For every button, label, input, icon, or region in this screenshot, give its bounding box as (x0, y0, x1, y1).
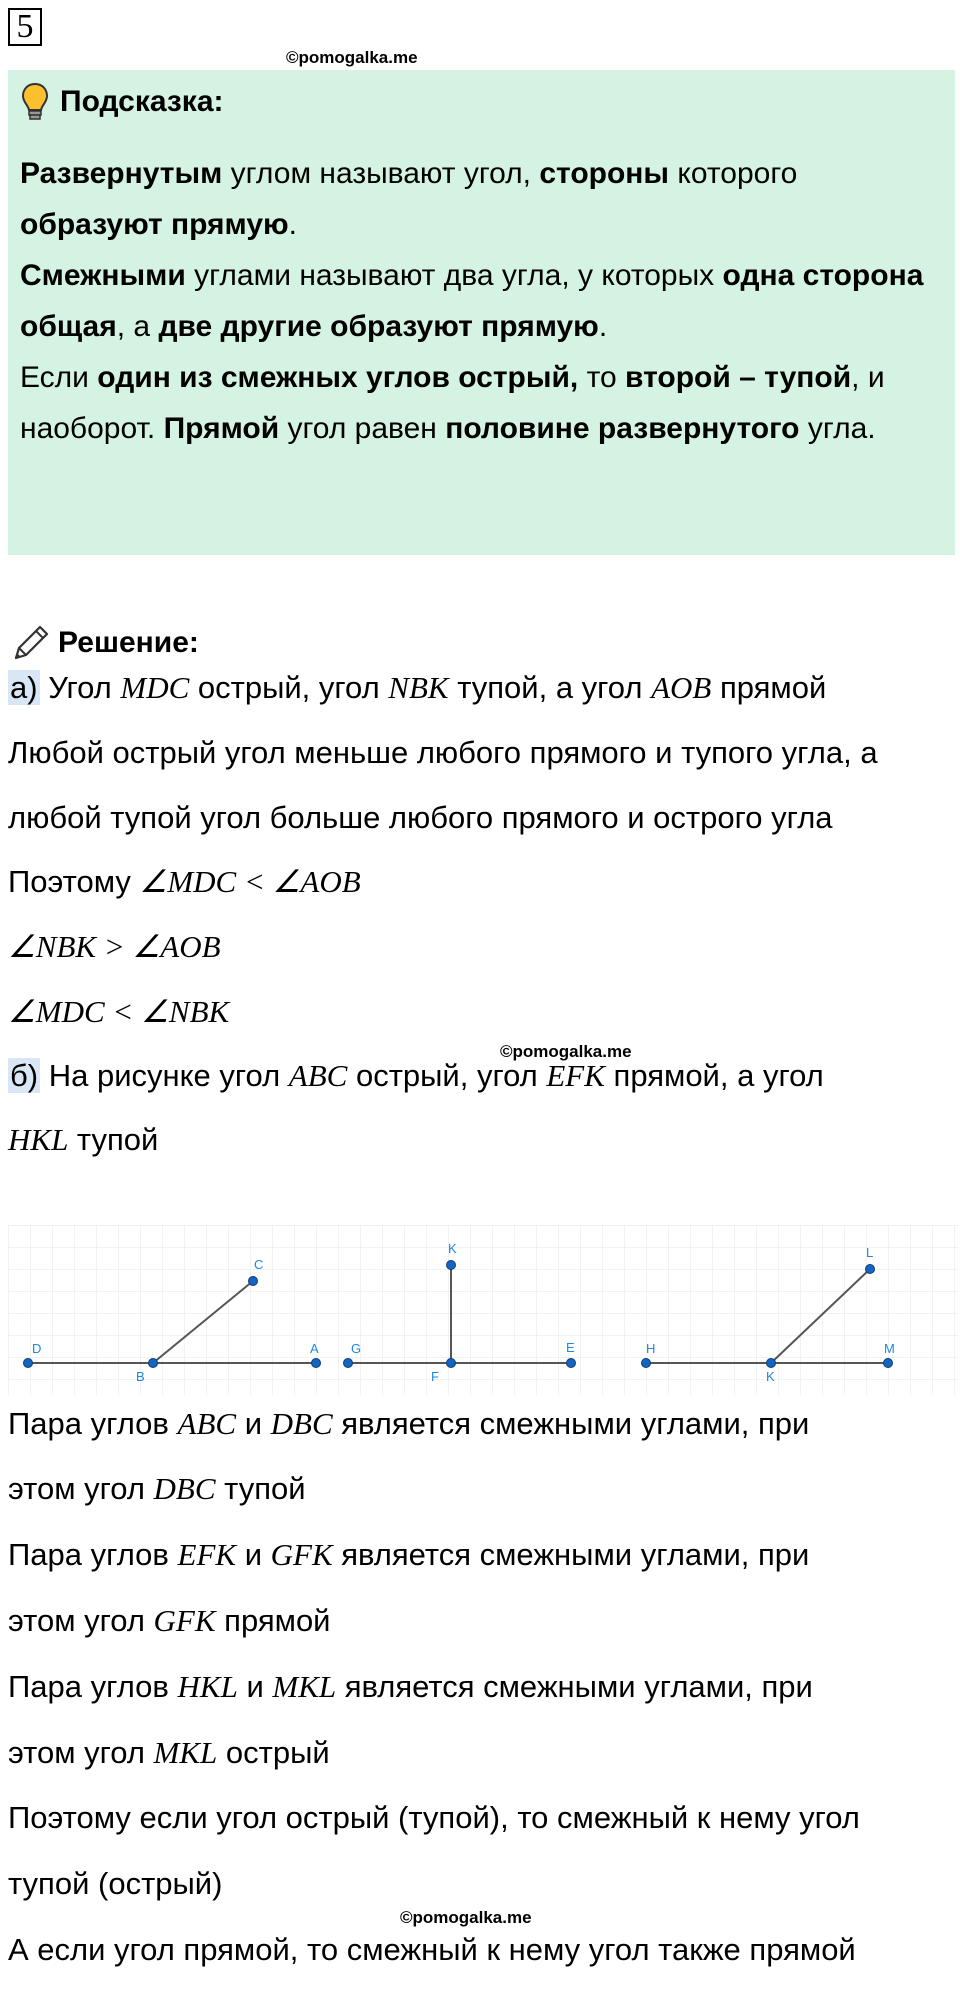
text-run: Пара углов (8, 1406, 178, 1441)
label-f: F (431, 1369, 439, 1384)
text-run: этом угол (8, 1471, 154, 1506)
math: EFK (177, 1537, 237, 1572)
conclusion-line-3: А если угол прямой, то смежный к нему угол также прямой (8, 1932, 856, 1967)
label-m: M (884, 1341, 895, 1356)
point-f (447, 1359, 456, 1368)
pair-2-line-2 (8, 1603, 331, 1639)
solution-title (10, 622, 199, 664)
hint-bold: две другие образуют прямую (158, 310, 599, 343)
hint-text-run: . (598, 310, 608, 343)
point-d (24, 1359, 33, 1368)
solution-a-line-1 (8, 670, 826, 706)
math: ABC (288, 1058, 348, 1093)
task-number: 5 (8, 8, 42, 46)
text-run: острый (217, 1735, 330, 1770)
math: DBC (270, 1406, 333, 1441)
math: GFK (270, 1537, 333, 1572)
point-c (249, 1277, 258, 1286)
label-e: E (566, 1340, 575, 1355)
hint-text-run: то (578, 361, 626, 394)
text-run: острый, угол (189, 670, 389, 705)
math: DBC (153, 1471, 216, 1506)
label-h: H (646, 1341, 656, 1356)
hint-box (8, 70, 955, 555)
pair-1-line-2 (8, 1471, 306, 1507)
hint-title (20, 82, 224, 122)
solution-a-line-2: Любой острый угол меньше любого прямого и тупого угла, а (8, 735, 878, 770)
text-run: и (237, 1669, 273, 1704)
hint-text-run: . (288, 208, 297, 241)
angles-figure (8, 1225, 958, 1395)
point-k (767, 1359, 776, 1368)
text-run: Пара углов (8, 1537, 178, 1572)
pair-2-line-1 (8, 1537, 809, 1573)
pair-3-line-1 (8, 1669, 813, 1705)
label-c: C (254, 1257, 264, 1272)
label-b: B (136, 1369, 145, 1384)
hint-bold: один из смежных углов острый, (97, 361, 579, 394)
solution-a-line-4 (8, 864, 361, 900)
hint-paragraph-1 (20, 148, 935, 250)
text-run: является смежными углами, при (332, 1406, 810, 1441)
solution-a-line-5: ∠NBK > ∠AOB (8, 929, 221, 964)
hint-bold: Смежными (20, 259, 186, 292)
text-run: На рисунке угол (40, 1058, 289, 1093)
point-a (312, 1359, 321, 1368)
solution-a-line-6: ∠MDC < ∠NBK (8, 994, 230, 1029)
text-run: Пара углов (8, 1669, 178, 1704)
pencil-icon (10, 622, 52, 664)
hint-text-run: углами называют два угла, у которых (185, 259, 723, 292)
solution-title-text: Решение: (58, 626, 199, 659)
text-run: прямой (215, 1603, 331, 1638)
text-run: и (236, 1537, 271, 1572)
hint-bold: стороны (539, 157, 670, 190)
hint-title-text: Подсказка: (60, 85, 224, 118)
conclusion-line-2: тупой (острый) (8, 1866, 223, 1901)
label-g: G (351, 1341, 362, 1356)
solution-a-line-3: любой тупой угол больше любого прямого и острого угла (8, 800, 833, 835)
math: GFK (153, 1603, 216, 1638)
label-a: A (310, 1341, 319, 1356)
hint-bold: образуют прямую (20, 208, 289, 241)
pair-1-line-1 (8, 1406, 809, 1442)
text-run: этом угол (8, 1603, 154, 1638)
text-run: тупой (68, 1122, 159, 1157)
hint-text (20, 148, 935, 454)
label-l: L (866, 1245, 874, 1260)
lightbulb-icon (20, 82, 50, 122)
text-run: острый, угол (347, 1058, 547, 1093)
watermark: ©pomogalka.me (400, 1908, 532, 1927)
math: MKL (153, 1735, 218, 1770)
text-run: прямой, а угол (604, 1058, 824, 1093)
point-e (567, 1359, 576, 1368)
math: MKL (272, 1669, 337, 1704)
point-k (447, 1261, 456, 1270)
solution-b-line-2 (8, 1122, 158, 1158)
text-run: этом угол (8, 1735, 154, 1770)
label-a: а) (10, 670, 38, 705)
point-m (884, 1359, 893, 1368)
label-d: D (32, 1341, 42, 1356)
text-run: прямой (711, 670, 827, 705)
hint-text-run: Если (20, 361, 98, 394)
point-g (344, 1359, 353, 1368)
pair-3-line-2 (8, 1735, 330, 1771)
math: AOB (651, 670, 712, 705)
math: HKL (8, 1122, 69, 1157)
math: HKL (177, 1669, 238, 1704)
hint-text-run: , и наоборот. (20, 361, 885, 445)
solution-b-line-1 (8, 1058, 824, 1094)
hint-bold: Прямой (163, 412, 280, 445)
hint-bold: одна сторона общая (20, 259, 924, 343)
text-run: Угол (39, 670, 121, 705)
text-run: тупой (215, 1471, 306, 1506)
hint-bold: второй – тупой (625, 361, 852, 394)
label-k: K (766, 1369, 775, 1384)
watermark: ©pomogalka.me (500, 1042, 632, 1061)
hint-text-run: углом называют угол, (222, 157, 540, 190)
hint-paragraph-2 (20, 250, 935, 352)
grid-background (8, 1225, 958, 1395)
hint-text-run: угол равен (279, 412, 446, 445)
math: ABC (177, 1406, 237, 1441)
text-run: тупой, а угол (448, 670, 652, 705)
text-run: Поэтому (8, 864, 140, 899)
label-b: б) (10, 1058, 39, 1093)
math: EFK (546, 1058, 605, 1093)
hint-bold: половине развернутого (445, 412, 800, 445)
hint-bold: Развернутым (20, 157, 223, 190)
hint-text-run: которого (669, 157, 798, 190)
math: NBK (388, 670, 449, 705)
point-h (642, 1359, 651, 1368)
hint-text-run: , а (116, 310, 159, 343)
hint-paragraph-3 (20, 352, 935, 454)
math: MDC (120, 670, 190, 705)
text-run: и (236, 1406, 271, 1441)
point-b (149, 1359, 158, 1368)
hint-text-run: угла. (799, 412, 876, 445)
math: ∠MDC < ∠AOB (139, 864, 361, 899)
watermark: ©pomogalka.me (286, 48, 418, 67)
text-run: является смежными углами, при (332, 1537, 810, 1572)
label-k: K (448, 1241, 457, 1256)
conclusion-line-1: Поэтому если угол острый (тупой), то смежный к нему угол (8, 1800, 860, 1835)
text-run: является смежными углами, при (336, 1669, 813, 1704)
point-l (866, 1265, 875, 1274)
